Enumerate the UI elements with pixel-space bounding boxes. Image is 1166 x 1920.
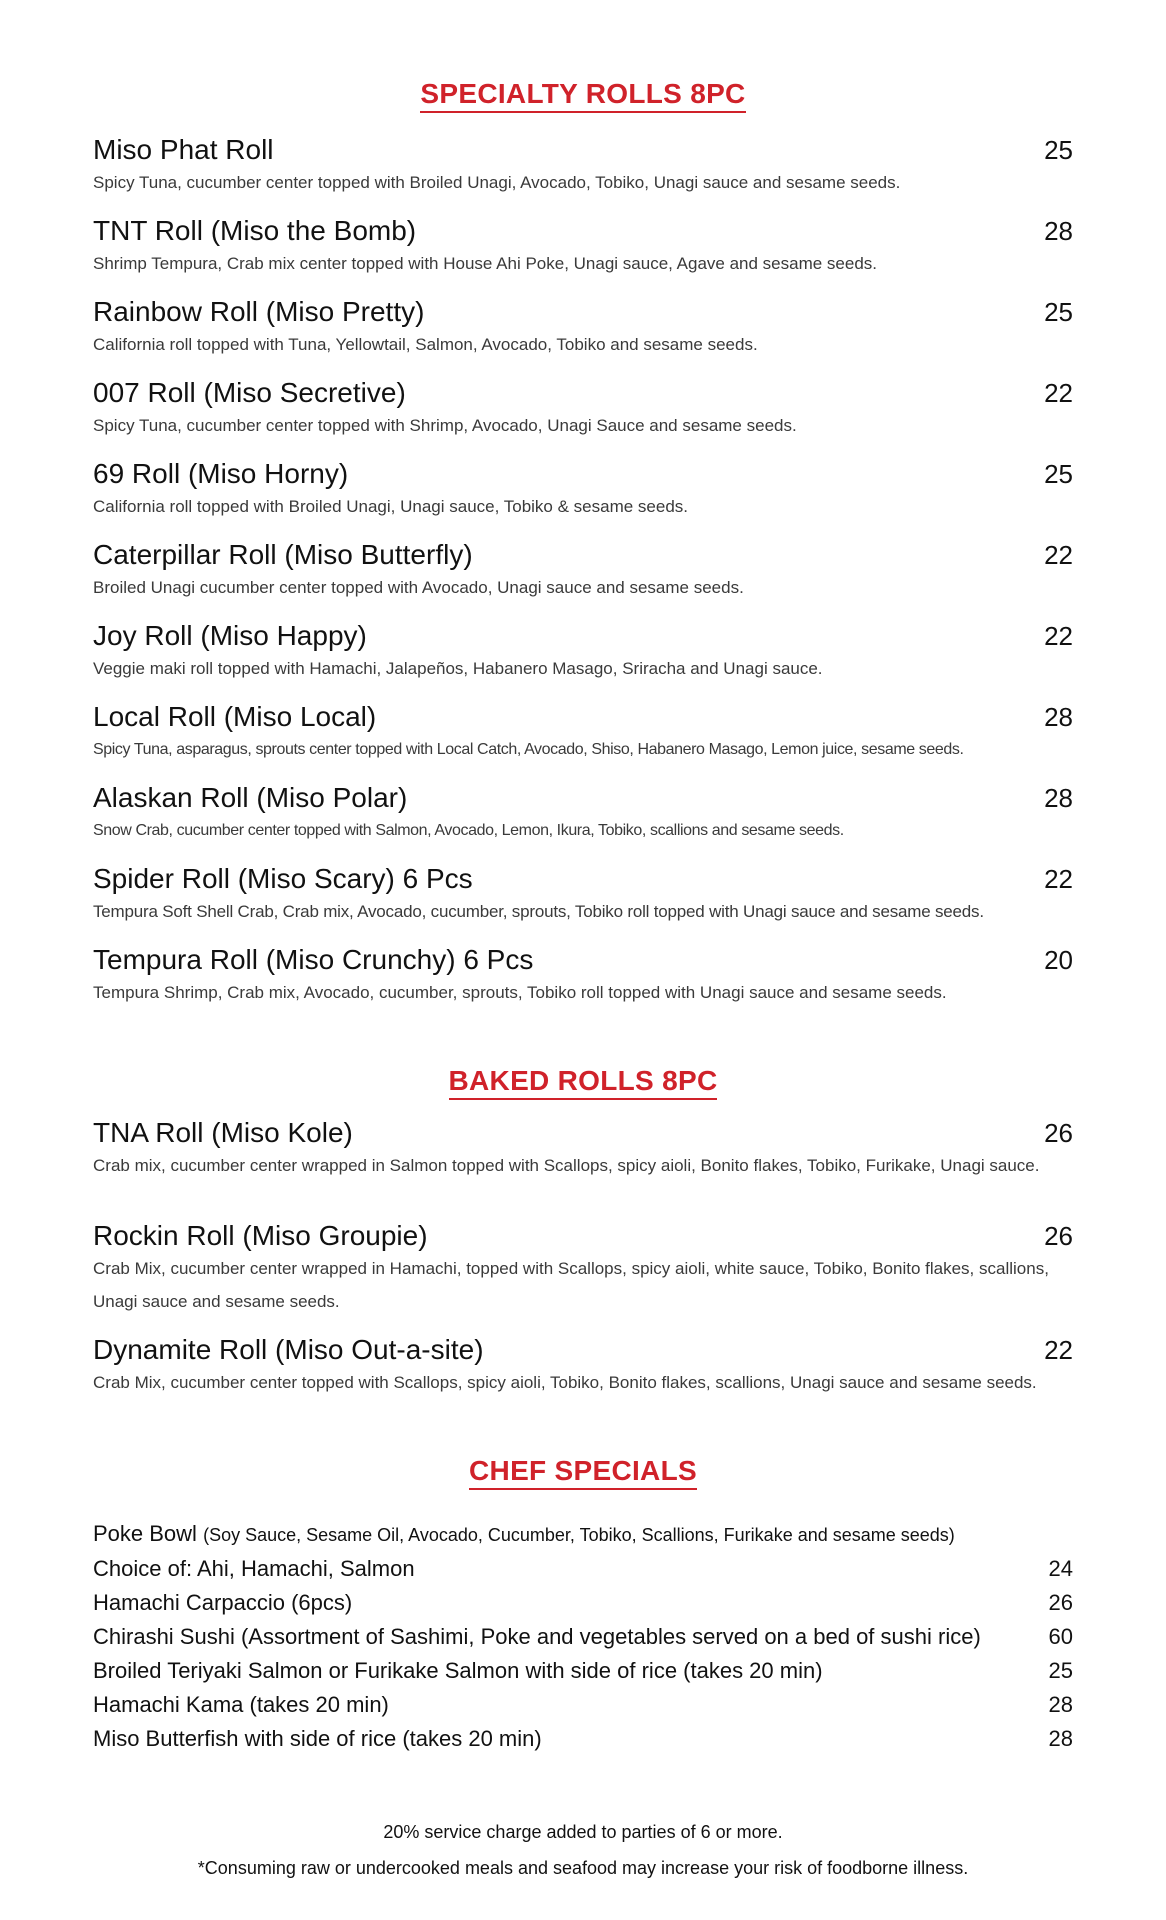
chef-item-price: 24 (1048, 1556, 1073, 1581)
menu-item (93, 944, 1073, 1025)
item-name: TNA Roll (Miso Kole) (93, 1117, 353, 1148)
chef-item-price: 25 (1048, 1658, 1073, 1683)
item-name: Caterpillar Roll (Miso Butterfly) (93, 539, 473, 570)
menu-item (93, 539, 1073, 620)
item-price: 22 (1044, 864, 1073, 894)
item-price: 25 (1044, 135, 1073, 165)
menu-item (93, 1334, 1073, 1437)
item-name: Tempura Roll (Miso Crunchy) 6 Pcs (93, 944, 534, 975)
chef-item (93, 1620, 1073, 1654)
item-description: California roll topped with Tuna, Yellowtail, Salmon, Avocado, Tobiko and sesame seeds. (93, 335, 758, 354)
poke-bowl-name: Poke Bowl (93, 1521, 197, 1546)
chef-item-name: Hamachi Kama (takes 20 min) (93, 1692, 389, 1717)
specialty-rolls-title: SPECIALTY ROLLS 8PC (93, 0, 1073, 120)
chef-item-name: Broiled Teriyaki Salmon or Furikake Salmon with side of rice (takes 20 min) (93, 1658, 823, 1683)
item-description: Spicy Tuna, cucumber center topped with Broiled Unagi, Avocado, Tobiko, Unagi sauce and sesame seeds. (93, 173, 901, 192)
footer (93, 1814, 1073, 1886)
item-name: Miso Phat Roll (93, 134, 274, 165)
baked-rolls-list (93, 1117, 1073, 1437)
menu-item (93, 863, 1073, 944)
item-description: California roll topped with Broiled Unagi, Unagi sauce, Tobiko & sesame seeds. (93, 497, 689, 516)
specialty-rolls-list (93, 134, 1073, 1025)
item-price: 20 (1044, 945, 1073, 975)
chef-item (93, 1586, 1073, 1620)
item-price: 22 (1044, 621, 1073, 651)
item-price: 22 (1044, 540, 1073, 570)
item-name: Spider Roll (Miso Scary) 6 Pcs (93, 863, 473, 894)
item-description: Spicy Tuna, cucumber center topped with Shrimp, Avocado, Unagi Sauce and sesame seeds. (93, 416, 797, 435)
item-description: Snow Crab, cucumber center topped with Salmon, Avocado, Lemon, Ikura, Tobiko, scallions and sesame seeds. (93, 822, 844, 839)
chef-item-name: Hamachi Carpaccio (6pcs) (93, 1590, 353, 1615)
item-name: 69 Roll (Miso Horny) (93, 458, 349, 489)
item-description: Tempura Soft Shell Crab, Crab mix, Avocado, cucumber, sprouts, Tobiko roll topped with Unagi sauce and sesame seeds. (93, 902, 984, 921)
chef-item-name: Miso Butterfish with side of rice (takes 20 min) (93, 1726, 542, 1751)
chef-item (93, 1688, 1073, 1722)
item-description: Crab mix, cucumber center wrapped in Salmon topped with Scallops, spicy aioli, Bonito flakes, Tobiko, Furikake, Unagi sauce. (93, 1156, 1040, 1175)
chef-item-name: Chirashi Sushi (Assortment of Sashimi, Poke and vegetables served on a bed of sushi rice) (93, 1624, 981, 1649)
chef-specials-list (93, 1517, 1073, 1756)
item-description: Veggie maki roll topped with Hamachi, Jalapeños, Habanero Masago, Sriracha and Unagi sauce. (93, 659, 823, 678)
chef-item-price: 60 (1048, 1624, 1073, 1649)
item-price: 26 (1044, 1118, 1073, 1148)
menu-item (93, 458, 1073, 539)
item-price: 22 (1044, 378, 1073, 408)
item-price: 28 (1044, 702, 1073, 732)
poke-bowl-line (93, 1517, 1073, 1552)
item-name: Local Roll (Miso Local) (93, 701, 377, 732)
item-name: Alaskan Roll (Miso Polar) (93, 782, 408, 813)
item-description: Spicy Tuna, asparagus, sprouts center topped with Local Catch, Avocado, Shiso, Habanero Masago, Lemon juice, sesame seeds. (93, 741, 964, 758)
item-price: 28 (1044, 216, 1073, 246)
service-charge-note: 20% service charge added to parties of 6 or more. (383, 1822, 783, 1842)
food-safety-warning: *Consuming raw or undercooked meals and seafood may increase your risk of foodborne illness. (197, 1858, 969, 1878)
menu-item (93, 134, 1073, 215)
item-price: 25 (1044, 459, 1073, 489)
item-description: Shrimp Tempura, Crab mix center topped with House Ahi Poke, Unagi sauce, Agave and sesame seeds. (93, 254, 878, 273)
item-name: Rockin Roll (Miso Groupie) (93, 1220, 428, 1251)
item-price: 22 (1044, 1335, 1073, 1365)
menu-item (93, 701, 1073, 782)
menu-item (93, 215, 1073, 296)
item-name: Rainbow Roll (Miso Pretty) (93, 296, 425, 327)
chef-item (93, 1722, 1073, 1756)
poke-bowl-detail: (Soy Sauce, Sesame Oil, Avocado, Cucumber, Tobiko, Scallions, Furikake and sesame seeds) (203, 1525, 955, 1545)
item-name: TNT Roll (Miso the Bomb) (93, 215, 417, 246)
item-description: Crab Mix, cucumber center wrapped in Hamachi, topped with Scallops, spicy aioli, white sauce, Tobiko, Bonito flakes, scallions, Unagi sauce and sesame seeds. (93, 1259, 1049, 1311)
item-price: 26 (1044, 1221, 1073, 1251)
menu-item (93, 1220, 1073, 1334)
menu-item (93, 782, 1073, 863)
chef-item (93, 1552, 1073, 1586)
menu-item (93, 620, 1073, 701)
chef-item-price: 28 (1048, 1726, 1073, 1751)
menu-item (93, 1117, 1073, 1220)
chef-item-price: 28 (1048, 1692, 1073, 1717)
chef-item-name: Choice of: Ahi, Hamachi, Salmon (93, 1556, 415, 1581)
item-price: 25 (1044, 297, 1073, 327)
chef-item (93, 1654, 1073, 1688)
item-name: Joy Roll (Miso Happy) (93, 620, 367, 651)
item-name: 007 Roll (Miso Secretive) (93, 377, 406, 408)
item-description: Crab Mix, cucumber center topped with Scallops, spicy aioli, Tobiko, Bonito flakes, scallions, Unagi sauce and sesame seeds. (93, 1373, 1037, 1392)
chef-specials-title: CHEF SPECIALS (93, 1455, 1073, 1497)
baked-rolls-title: BAKED ROLLS 8PC (93, 1065, 1073, 1107)
menu-item (93, 377, 1073, 458)
item-description: Broiled Unagi cucumber center topped with Avocado, Unagi sauce and sesame seeds. (93, 578, 744, 597)
menu-item (93, 296, 1073, 377)
item-price: 28 (1044, 783, 1073, 813)
chef-item-price: 26 (1048, 1590, 1073, 1615)
item-name: Dynamite Roll (Miso Out-a-site) (93, 1334, 484, 1365)
item-description: Tempura Shrimp, Crab mix, Avocado, cucumber, sprouts, Tobiko roll topped with Unagi sauce and sesame seeds. (93, 983, 947, 1002)
